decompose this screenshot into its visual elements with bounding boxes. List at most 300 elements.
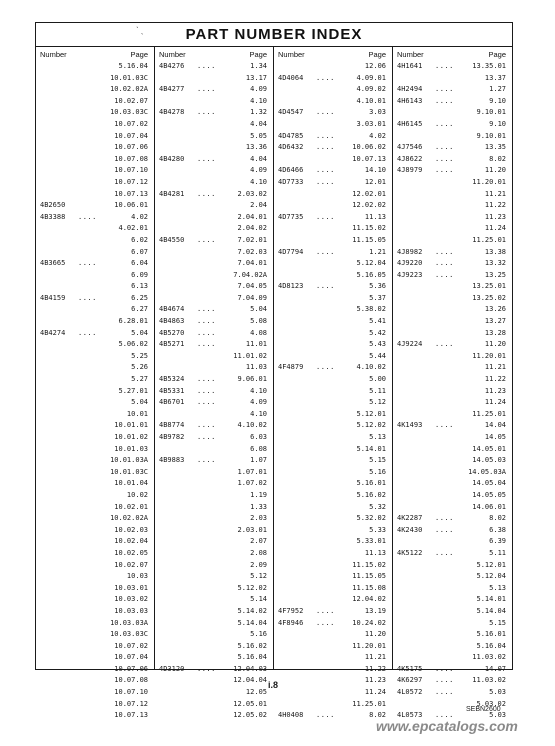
leader-dots: .... xyxy=(435,688,454,697)
index-row xyxy=(155,247,273,259)
column-header xyxy=(393,47,512,61)
page-reference: 10.07.10 xyxy=(114,166,148,175)
leader-dots: .... xyxy=(197,189,216,198)
index-row xyxy=(274,548,392,560)
index-row xyxy=(393,154,512,166)
index-row xyxy=(274,142,392,154)
page-reference: 5.12.02 xyxy=(356,421,386,430)
leader-dots: .... xyxy=(435,548,454,557)
index-row xyxy=(274,629,392,641)
index-row xyxy=(155,675,273,687)
leader-dots: .... xyxy=(316,711,335,720)
index-row xyxy=(393,328,512,340)
page-reference: 5.13 xyxy=(489,583,506,592)
index-row xyxy=(274,154,392,166)
index-row xyxy=(274,339,392,351)
page-reference: 4.02 xyxy=(369,131,386,140)
column-header xyxy=(36,47,154,61)
page-reference: 5.12.01 xyxy=(476,560,506,569)
page-reference: 9.10 xyxy=(489,96,506,105)
index-row xyxy=(393,293,512,305)
leader-dots: .... xyxy=(197,305,216,314)
index-row xyxy=(36,409,154,421)
part-number: 4B5324 xyxy=(159,375,185,384)
page-reference: 2.07 xyxy=(250,537,267,546)
page-reference: 10.07.06 xyxy=(114,664,148,673)
page-reference: 11.20.01 xyxy=(472,177,506,186)
leader-dots: .... xyxy=(316,606,335,615)
index-row xyxy=(155,432,273,444)
part-number: 4H1641 xyxy=(397,62,423,70)
page-reference: 11.20.01 xyxy=(352,641,386,650)
index-row xyxy=(274,362,392,374)
index-row xyxy=(393,73,512,85)
part-number: 4D4547 xyxy=(278,108,304,117)
index-row xyxy=(36,142,154,154)
page-reference: 10.03.03A xyxy=(110,618,148,627)
page-reference: 10.01.02 xyxy=(114,433,148,441)
part-number: 4B9883 xyxy=(159,456,185,465)
page-reference: 10.02.03 xyxy=(114,525,148,534)
index-row xyxy=(155,339,273,351)
index-row xyxy=(155,386,273,398)
page-reference: 13.32 xyxy=(484,259,506,268)
index-row xyxy=(393,386,512,398)
page-reference: 4.09 xyxy=(250,166,267,175)
page-reference: 10.06.02 xyxy=(352,143,386,152)
leader-dots: .... xyxy=(316,212,335,221)
page-reference: 14.06.01 xyxy=(472,502,506,511)
index-row xyxy=(274,606,392,618)
page-reference: 11.24 xyxy=(364,688,386,697)
leader-dots: .... xyxy=(435,421,454,430)
leader-dots: .... xyxy=(435,247,454,256)
page-reference: 5.12.01 xyxy=(356,409,386,418)
page-reference: 5.12 xyxy=(369,398,386,407)
column-header xyxy=(155,47,273,61)
page-reference: 10.02.02A xyxy=(110,514,148,523)
page-reference: 6.13 xyxy=(131,282,148,291)
index-row xyxy=(274,664,392,676)
page-reference: 5.06.02 xyxy=(118,340,148,349)
leader-dots: .... xyxy=(435,676,454,685)
page-reference: 12.05 xyxy=(245,688,267,697)
column-header-number: Number xyxy=(159,50,186,59)
page-reference: 5.16 xyxy=(369,467,386,476)
page-reference: 5.03 xyxy=(489,688,506,697)
index-row xyxy=(393,652,512,664)
index-row xyxy=(36,571,154,583)
index-row xyxy=(274,618,392,630)
page-reference: 2.03.02 xyxy=(237,189,267,198)
part-number: 4B4863 xyxy=(159,317,185,326)
leader-dots: .... xyxy=(435,514,454,523)
index-row xyxy=(36,699,154,711)
index-row xyxy=(155,444,273,456)
index-row xyxy=(36,304,154,316)
leader-dots: .... xyxy=(197,340,216,349)
watermark: www.epcatalogs.com xyxy=(376,718,518,734)
column-header-number: Number xyxy=(40,50,67,59)
page-reference: 5.14 xyxy=(250,595,267,604)
index-row xyxy=(393,131,512,143)
index-row xyxy=(274,328,392,340)
index-row xyxy=(155,61,273,73)
page-reference: 11.25.01 xyxy=(472,235,506,244)
index-row xyxy=(155,467,273,479)
page-reference: 13.17 xyxy=(245,73,267,82)
index-row xyxy=(36,513,154,525)
page-reference: 11.21 xyxy=(484,189,506,198)
index-row xyxy=(155,293,273,305)
leader-dots: .... xyxy=(435,85,454,94)
index-row xyxy=(36,281,154,293)
page-reference: 11.25.01 xyxy=(472,409,506,418)
page-reference: 10.07.13 xyxy=(114,189,148,198)
page-reference: 11.13 xyxy=(364,548,386,557)
page-reference: 1.07 xyxy=(250,456,267,465)
page-reference: 5.05 xyxy=(250,131,267,140)
part-number: 4B4281 xyxy=(159,189,185,198)
page-reference: 5.15 xyxy=(489,618,506,627)
index-row xyxy=(36,328,154,340)
part-number: 4J9220 xyxy=(397,259,423,268)
index-row xyxy=(155,455,273,467)
leader-dots: .... xyxy=(435,664,454,673)
part-number: 4B4159 xyxy=(40,293,66,302)
index-row xyxy=(274,687,392,699)
leader-dots: .... xyxy=(435,711,454,720)
page-reference: 13.37 xyxy=(484,73,506,82)
page-reference: 1.21 xyxy=(369,247,386,256)
page-reference: 10.01 xyxy=(126,409,148,418)
index-row xyxy=(274,409,392,421)
page-reference: 13.19 xyxy=(364,606,386,615)
index-row xyxy=(274,247,392,259)
page-reference: 7.04.02A xyxy=(233,270,267,279)
part-number: 4B4550 xyxy=(159,235,185,244)
index-row xyxy=(274,386,392,398)
leader-dots: .... xyxy=(197,456,216,465)
part-number: 4H2494 xyxy=(397,85,423,94)
page-reference: 5.14.01 xyxy=(356,444,386,453)
page-reference: 5.16.04 xyxy=(476,641,506,650)
column-header-page: Page xyxy=(368,50,386,59)
index-row xyxy=(155,165,273,177)
index-row xyxy=(393,374,512,386)
index-row xyxy=(393,362,512,374)
index-row xyxy=(274,316,392,328)
index-row xyxy=(274,374,392,386)
page-reference: 6.04 xyxy=(131,259,148,268)
page-reference: 14.10 xyxy=(364,166,386,175)
page-reference: 5.08 xyxy=(250,317,267,326)
page-reference: 10.02.04 xyxy=(114,537,148,546)
index-row xyxy=(274,513,392,525)
leader-dots: .... xyxy=(435,143,454,152)
index-row xyxy=(155,409,273,421)
page-reference: 10.03.03 xyxy=(114,606,148,615)
index-row xyxy=(36,293,154,305)
index-row xyxy=(155,560,273,572)
index-row xyxy=(393,409,512,421)
page-reference: 10.07.13 xyxy=(114,711,148,720)
index-row xyxy=(155,525,273,537)
part-number: 4B2650 xyxy=(40,201,66,210)
page-reference: 1.32 xyxy=(250,108,267,117)
index-row xyxy=(36,212,154,224)
index-row xyxy=(274,107,392,119)
index-row xyxy=(274,699,392,711)
index-row xyxy=(393,560,512,572)
page-reference: 5.14.04 xyxy=(237,618,267,627)
page-reference: 5.25 xyxy=(131,351,148,360)
page-reference: 5.03.02 xyxy=(476,699,506,708)
leader-dots: .... xyxy=(316,177,335,186)
page-reference: 6.03 xyxy=(250,433,267,441)
page-reference: 14.05.03A xyxy=(468,467,506,476)
leader-dots: .... xyxy=(197,317,216,326)
page-reference: 4.02.01 xyxy=(118,224,148,233)
page-reference: 10.01.01 xyxy=(114,421,148,430)
page-reference: 4.10.02 xyxy=(237,421,267,430)
page-reference: 12.06 xyxy=(364,62,386,70)
index-row xyxy=(393,235,512,247)
index-row xyxy=(274,420,392,432)
column-header-page: Page xyxy=(130,50,148,59)
index-row xyxy=(36,455,154,467)
page-reference: 2.04 xyxy=(250,201,267,210)
part-number: 4B4278 xyxy=(159,108,185,117)
part-number: 4K5122 xyxy=(397,548,423,557)
part-number: 4D7735 xyxy=(278,212,304,221)
index-row xyxy=(155,119,273,131)
leader-dots: .... xyxy=(435,166,454,175)
page-reference: 11.15.05 xyxy=(352,235,386,244)
leader-dots: .... xyxy=(435,119,454,128)
page-reference: 10.07.12 xyxy=(114,699,148,708)
index-row xyxy=(155,629,273,641)
page-reference: 5.04 xyxy=(131,398,148,407)
page-reference: 6.25 xyxy=(131,293,148,302)
leader-dots: .... xyxy=(316,143,335,152)
index-row xyxy=(36,316,154,328)
page-reference: 4.10 xyxy=(250,96,267,105)
page-reference: 10.03 xyxy=(126,572,148,581)
index-row xyxy=(155,258,273,270)
index-row xyxy=(393,536,512,548)
page-reference: 11.20 xyxy=(484,166,506,175)
index-row xyxy=(155,270,273,282)
part-number: 4F4879 xyxy=(278,363,304,372)
page-reference: 12.05.01 xyxy=(233,699,267,708)
page-reference: 5.14.02 xyxy=(237,606,267,615)
index-row xyxy=(36,478,154,490)
index-row xyxy=(36,536,154,548)
page-reference: 5.16.01 xyxy=(476,630,506,639)
page-reference: 5.11 xyxy=(489,548,506,557)
page-reference: 11.23 xyxy=(364,676,386,685)
page-reference: 13.28 xyxy=(484,328,506,337)
index-row xyxy=(36,594,154,606)
index-row xyxy=(155,687,273,699)
part-number: 4B4276 xyxy=(159,62,185,70)
page-reference: 5.12.02 xyxy=(237,583,267,592)
index-row xyxy=(155,154,273,166)
page-reference: 11.25.01 xyxy=(352,699,386,708)
index-row xyxy=(155,397,273,409)
leader-dots: .... xyxy=(435,340,454,349)
index-row xyxy=(274,270,392,282)
index-row xyxy=(393,165,512,177)
part-number: 4J8622 xyxy=(397,154,423,163)
page-reference: 3.03.01 xyxy=(356,119,386,128)
page-reference: 5.15 xyxy=(369,456,386,465)
page-reference: 5.16.02 xyxy=(237,641,267,650)
page-reference: 10.07.04 xyxy=(114,131,148,140)
index-row xyxy=(155,84,273,96)
page-reference: 9.06.01 xyxy=(237,375,267,384)
page-reference: 12.05.02 xyxy=(233,711,267,720)
page-reference: 5.27.01 xyxy=(118,386,148,395)
index-row xyxy=(155,235,273,247)
index-row xyxy=(274,536,392,548)
index-row xyxy=(274,351,392,363)
page-reference: 10.03.01 xyxy=(114,583,148,592)
leader-dots: .... xyxy=(197,375,216,384)
page-reference: 2.04.02 xyxy=(237,224,267,233)
page-reference: 10.07.08 xyxy=(114,676,148,685)
leader-dots: .... xyxy=(316,73,335,82)
part-number: 4J8982 xyxy=(397,247,423,256)
page-reference: 10.02.01 xyxy=(114,502,148,511)
index-row xyxy=(274,594,392,606)
page-reference: 4.09.01 xyxy=(356,73,386,82)
page-reference: 5.37 xyxy=(369,293,386,302)
scan-mark: ˋ ˎ xyxy=(136,26,144,35)
leader-dots: .... xyxy=(197,398,216,407)
index-row xyxy=(393,641,512,653)
index-row xyxy=(36,467,154,479)
part-number: 4J9224 xyxy=(397,340,423,349)
index-row xyxy=(393,583,512,595)
page-reference: 11.24 xyxy=(484,224,506,233)
part-number: 4H0408 xyxy=(278,711,304,720)
index-column-2 xyxy=(154,47,273,720)
index-row xyxy=(155,177,273,189)
page-reference: 11.03.02 xyxy=(472,676,506,685)
page-reference: 5.16.04 xyxy=(237,653,267,662)
page-reference: 5.14.04 xyxy=(476,606,506,615)
page-reference: 5.32 xyxy=(369,502,386,511)
index-row xyxy=(393,96,512,108)
index-row xyxy=(155,594,273,606)
index-row xyxy=(155,478,273,490)
page-reference: 10.24.02 xyxy=(352,618,386,627)
page-reference: 10.03.03C xyxy=(110,630,148,639)
index-row xyxy=(36,131,154,143)
index-row xyxy=(155,490,273,502)
leader-dots: .... xyxy=(78,259,97,268)
page-reference: 5.04 xyxy=(131,328,148,337)
index-row xyxy=(274,525,392,537)
index-row xyxy=(36,73,154,85)
index-row xyxy=(155,328,273,340)
index-row xyxy=(393,397,512,409)
index-row xyxy=(36,223,154,235)
index-row xyxy=(155,664,273,676)
page-reference: 14.05.03 xyxy=(472,456,506,465)
leader-dots: .... xyxy=(197,62,216,70)
page-reference: 9.10.01 xyxy=(476,108,506,117)
index-row xyxy=(274,641,392,653)
page-reference: 1.07.01 xyxy=(237,467,267,476)
page-reference: 10.02.07 xyxy=(114,560,148,569)
index-row xyxy=(274,96,392,108)
index-row xyxy=(36,177,154,189)
part-number: 4B5270 xyxy=(159,328,185,337)
page-reference: 1.27 xyxy=(489,85,506,94)
index-row xyxy=(274,467,392,479)
page-reference: 5.16 xyxy=(250,630,267,639)
leader-dots: .... xyxy=(316,166,335,175)
index-row xyxy=(274,281,392,293)
index-row xyxy=(155,606,273,618)
page-reference: 2.04.01 xyxy=(237,212,267,221)
page-reference: 11.21 xyxy=(364,653,386,662)
index-row xyxy=(36,84,154,96)
index-row xyxy=(274,455,392,467)
page-reference: 5.00 xyxy=(369,375,386,384)
page-reference: 8.02 xyxy=(489,154,506,163)
part-number: 4B9782 xyxy=(159,433,185,441)
index-row xyxy=(36,397,154,409)
column-header xyxy=(274,47,392,61)
leader-dots: .... xyxy=(78,212,97,221)
index-row xyxy=(393,200,512,212)
page-reference: 6.09 xyxy=(131,270,148,279)
index-row xyxy=(36,258,154,270)
page-reference: 9.10 xyxy=(489,119,506,128)
index-row xyxy=(274,652,392,664)
index-row xyxy=(36,652,154,664)
index-row xyxy=(155,281,273,293)
index-row xyxy=(155,223,273,235)
index-row xyxy=(393,304,512,316)
page-reference: 5.41 xyxy=(369,317,386,326)
index-row xyxy=(393,548,512,560)
index-row xyxy=(274,478,392,490)
page-reference: 11.20 xyxy=(484,340,506,349)
page-reference: 4.10.01 xyxy=(356,96,386,105)
page-reference: 5.42 xyxy=(369,328,386,337)
page-reference: 5.38.02 xyxy=(356,305,386,314)
page-reference: 10.07.08 xyxy=(114,154,148,163)
page-reference: 5.16.02 xyxy=(356,490,386,499)
leader-dots: .... xyxy=(435,62,454,70)
part-number: 4J7546 xyxy=(397,143,423,152)
page-reference: 7.04.09 xyxy=(237,293,267,302)
page-reference: 7.02.01 xyxy=(237,235,267,244)
part-number: 4D4785 xyxy=(278,131,304,140)
index-row xyxy=(393,107,512,119)
page-reference: 11.22 xyxy=(484,375,506,384)
index-row xyxy=(274,165,392,177)
index-row xyxy=(274,189,392,201)
page-reference: 11.01.02 xyxy=(233,351,267,360)
page-reference: 11.24 xyxy=(484,398,506,407)
page-reference: 1.19 xyxy=(250,490,267,499)
